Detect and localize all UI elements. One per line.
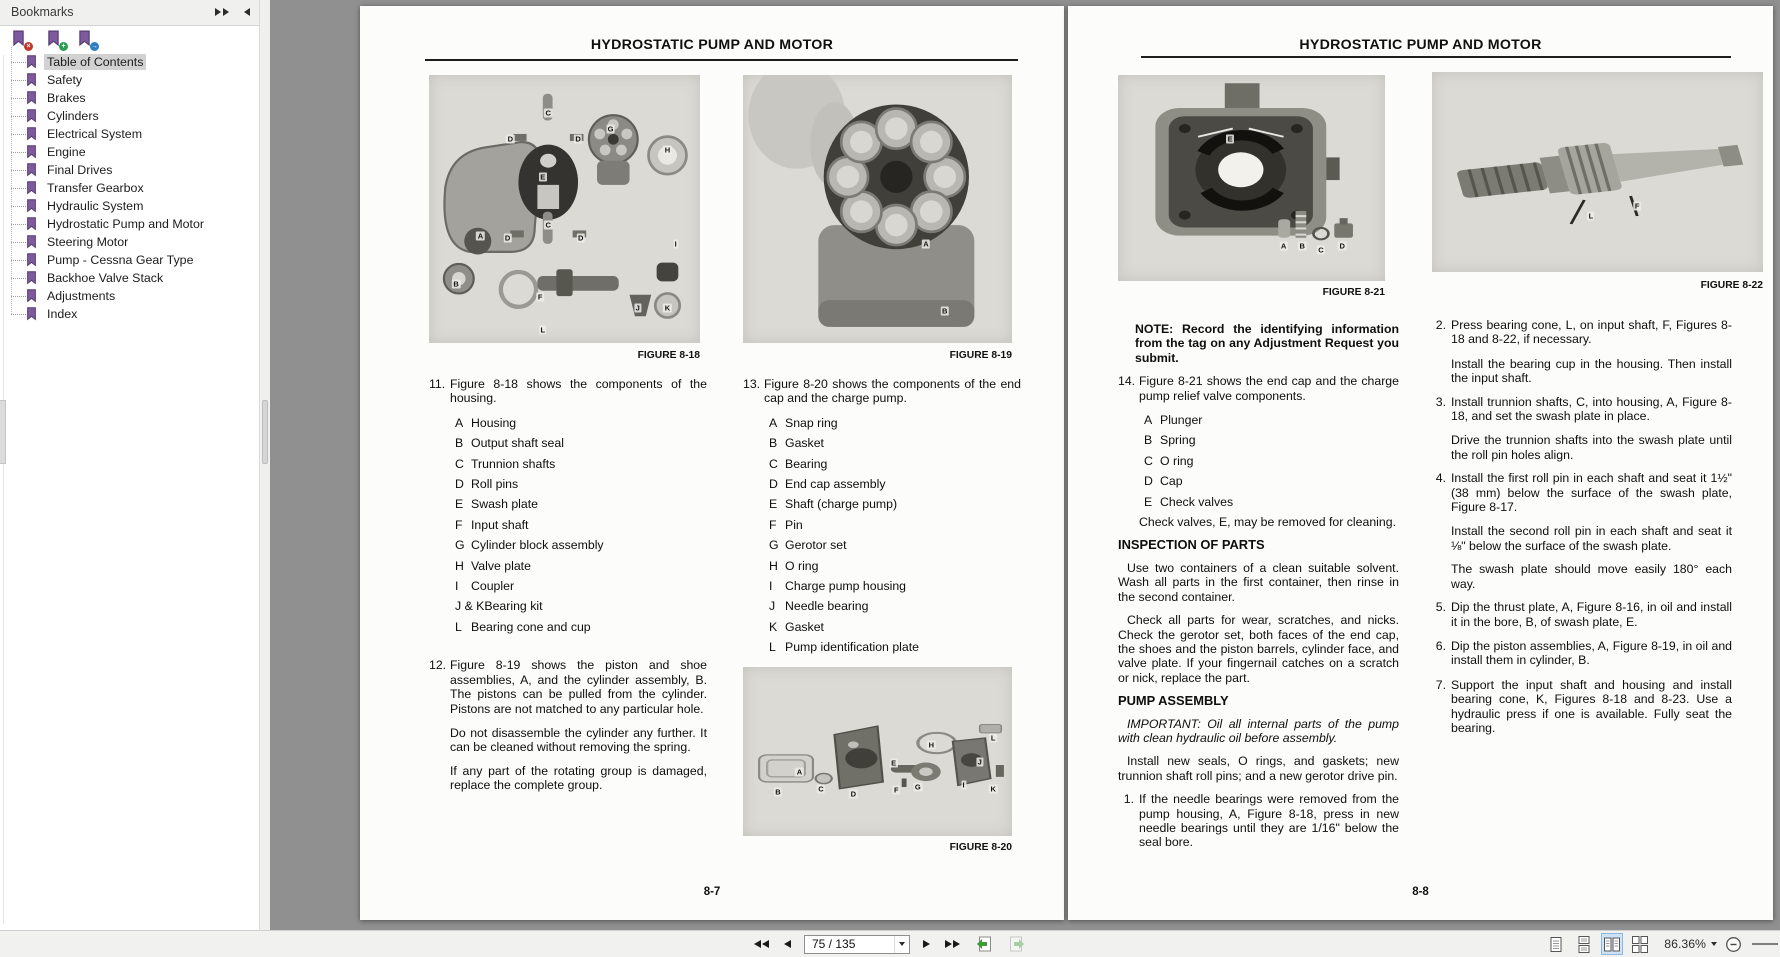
part-row — [1118, 413, 1399, 427]
step-number: 1. — [1123, 792, 1134, 807]
bookmark-flag-icon — [26, 217, 37, 231]
figure-part-label: J — [977, 757, 982, 767]
tree-connector-icon — [11, 80, 26, 81]
sub-text: Check valves, E, may be removed for cleaning. — [1139, 515, 1396, 530]
figure-part-label: A — [1280, 241, 1287, 251]
bookmark-item-label: Brakes — [47, 91, 86, 105]
bottom-toolbar — [0, 930, 1780, 957]
figure-8-19-photo — [743, 75, 1012, 343]
numbered-step — [1430, 678, 1732, 736]
figure-8-18-caption: FIGURE 8-18 — [637, 350, 700, 361]
bookmarks-panel — [0, 0, 259, 930]
part-letter: C — [769, 456, 778, 471]
figure-part-label: E — [891, 758, 897, 768]
bookmark-item-label: Adjustments — [47, 289, 116, 303]
figure-part-label: E — [540, 172, 546, 182]
part-letter: D — [769, 477, 778, 492]
part-letter: L — [455, 619, 462, 634]
bookmark-item[interactable] — [0, 233, 259, 251]
bookmark-item[interactable] — [0, 71, 259, 89]
part-letter: J — [769, 599, 776, 614]
single-page-view-icon[interactable] — [1546, 934, 1566, 954]
part-row — [743, 518, 1021, 532]
header-rule — [1141, 56, 1731, 58]
part-name: Charge pump housing — [785, 579, 906, 594]
tree-connector-icon — [11, 206, 26, 207]
note-text: NOTE: Record the identifying information from the tag on any Adjustment Request you submit. — [1135, 322, 1399, 365]
figure-part-label: A — [923, 239, 929, 249]
bookmarks-toolbar — [0, 27, 259, 53]
parts-list — [429, 416, 707, 634]
left-column — [429, 377, 707, 802]
step-number: 6. — [1435, 638, 1446, 653]
bookmark-item[interactable] — [0, 143, 259, 161]
page-number: 8-7 — [703, 886, 721, 898]
part-letter: F — [455, 517, 463, 532]
sub-text: Drive the trunnion shafts into the swash plate until the roll pin holes align. — [1451, 433, 1732, 462]
part-name: O ring — [785, 558, 819, 573]
tree-connector-icon — [11, 296, 26, 297]
part-row — [743, 457, 1021, 471]
part-letter: E — [455, 497, 464, 512]
part-letter: D — [1144, 474, 1153, 489]
page-8-8 — [1068, 6, 1773, 920]
part-row — [743, 559, 1021, 573]
bookmark-flag-icon — [26, 235, 37, 249]
zoom-level-value: 86.36% — [1664, 937, 1706, 951]
part-name: Output shaft seal — [471, 436, 564, 451]
part-letter: I — [455, 579, 459, 594]
bookmark-flag-icon — [26, 199, 37, 213]
figure-part-label: K — [990, 784, 996, 794]
part-letter: J & K — [455, 599, 485, 614]
zoom-out-button[interactable] — [1725, 936, 1742, 953]
part-letter: G — [455, 538, 465, 553]
figure-8-20-art — [743, 667, 1012, 836]
part-name: Housing — [471, 415, 517, 430]
numbered-step — [429, 658, 707, 716]
tree-connector-icon — [11, 98, 26, 99]
figure-part-label: F — [537, 292, 543, 302]
sub-text: Install the bearing cup in the housing. Then install the input shaft. — [1451, 356, 1732, 386]
part-row — [429, 497, 707, 511]
part-name: Snap ring — [785, 415, 838, 430]
bookmark-item[interactable] — [0, 161, 259, 179]
zoom-slider[interactable] — [1752, 943, 1778, 945]
step-text: Install trunnion shafts, C, into housing, A, Figure 8-18, and set the swash plate in place. — [1451, 394, 1732, 424]
part-row — [743, 416, 1021, 430]
figure-part-label: D — [507, 134, 514, 144]
part-row — [1118, 433, 1399, 447]
bookmark-flag-icon — [26, 127, 37, 141]
bookmark-item[interactable] — [0, 251, 259, 269]
part-name: Shaft (charge pump) — [785, 497, 898, 512]
step-text: Figure 8-18 shows the components of the housing. — [450, 377, 707, 406]
figure-part-label: C — [1318, 245, 1324, 255]
next-view-button[interactable] — [1006, 934, 1028, 954]
bookmark-item[interactable] — [0, 305, 259, 323]
figure-part-label: D — [504, 233, 511, 243]
numbered-step — [1430, 600, 1732, 629]
bookmark-flag-icon — [26, 253, 37, 267]
tree-connector-icon — [11, 152, 26, 153]
step-number: 3. — [1435, 394, 1446, 409]
heading-text: INSPECTION OF PARTS — [1118, 537, 1265, 553]
continuous-view-icon[interactable] — [1574, 934, 1594, 954]
figure-part-label: B — [1299, 241, 1305, 251]
part-name: Plunger — [1160, 413, 1203, 428]
step-text: Figure 8-20 shows the components of the end cap and the charge pump. — [764, 377, 1021, 406]
last-page-button[interactable] — [943, 938, 962, 950]
bookmark-item-label: Steering Motor — [47, 235, 129, 249]
part-row — [743, 477, 1021, 491]
figure-part-label: A — [796, 767, 803, 777]
figure-part-label: G — [607, 124, 614, 134]
part-row — [429, 416, 707, 430]
step-text: Dip the thrust plate, A, Figure 8-16, in oil and install it in the bore, B, of swash plate, E. — [1451, 600, 1732, 629]
bookmark-flag-icon — [26, 91, 37, 105]
numbered-step — [1430, 318, 1732, 347]
previous-view-button[interactable] — [973, 934, 995, 954]
bookmark-item-label: Transfer Gearbox — [47, 181, 144, 195]
figure-part-label: B — [453, 279, 459, 289]
figure-part-label: D — [1339, 241, 1345, 251]
part-row — [743, 620, 1021, 634]
figure-part-label: K — [664, 303, 671, 313]
page-number: 8-8 — [1412, 886, 1429, 898]
part-name: Needle bearing — [785, 599, 869, 614]
numbered-step — [1118, 374, 1399, 403]
part-name: Check valves — [1160, 494, 1234, 509]
figure-part-label: E — [1227, 134, 1233, 144]
page-number-combo[interactable] — [804, 935, 910, 954]
part-letter: H — [769, 558, 778, 573]
page-combo-caret-icon[interactable] — [894, 936, 909, 953]
figure-part-label: H — [928, 740, 935, 750]
part-name: Trunnion shafts — [471, 456, 556, 471]
bookmark-item-label: Table of Contents — [44, 54, 146, 70]
part-name: Spring — [1160, 433, 1196, 448]
page-navigation — [752, 931, 1028, 957]
figure-8-22-caption: FIGURE 8-22 — [1700, 280, 1763, 291]
bookmark-item[interactable] — [0, 197, 259, 215]
numbered-step — [743, 377, 1021, 406]
step-text: If the needle bearings were removed from the pump housing, A, Figure 8-18, press in new needle bearings until they are 1/16" below the seal bore. — [1139, 792, 1399, 850]
bookmark-flag-icon — [26, 73, 37, 87]
continuous-facing-view-icon[interactable] — [1630, 934, 1650, 954]
figure-8-21-caption: FIGURE 8-21 — [1322, 287, 1385, 298]
figure-part-label: C — [545, 220, 551, 230]
bookmark-item-label: Backhoe Valve Stack — [47, 271, 164, 285]
part-row — [429, 477, 707, 491]
numbered-step — [1430, 639, 1732, 668]
step-number: 7. — [1435, 677, 1446, 692]
part-name: Gasket — [785, 436, 824, 451]
part-letter: B — [1144, 433, 1153, 448]
part-name: Valve plate — [471, 558, 531, 573]
zoom-level-dropdown[interactable] — [1658, 937, 1717, 951]
panel-inner-divider — [3, 55, 4, 924]
tree-connector-icon — [11, 260, 26, 261]
zoom-caret-icon — [1711, 942, 1717, 946]
part-row — [743, 599, 1021, 613]
goto-badge: → — [91, 43, 98, 50]
figure-8-21-photo — [1118, 75, 1385, 281]
bookmark-list — [0, 53, 259, 323]
part-letter: L — [769, 640, 776, 655]
step-number: 12. — [429, 658, 447, 673]
step-number: 11. — [429, 377, 446, 391]
figure-part-label: D — [850, 789, 856, 799]
parts-list — [743, 416, 1021, 655]
figure-part-label: G — [914, 782, 921, 792]
page-header: HYDROSTATIC PUMP AND MOTOR — [590, 37, 834, 53]
bookmark-item-label: Hydrostatic Pump and Motor — [47, 217, 205, 231]
part-name: Swash plate — [471, 497, 538, 512]
part-name: O ring — [1160, 453, 1194, 468]
step-text: Press bearing cone, L, on input shaft, F, Figures 8-18 and 8-22, if necessary. — [1451, 318, 1732, 347]
tree-connector-icon — [11, 170, 26, 171]
part-row — [1118, 474, 1399, 488]
part-row — [1118, 495, 1399, 509]
right-column — [1430, 318, 1732, 745]
bookmark-item-label: Electrical System — [47, 127, 143, 141]
figure-part-label: F — [894, 785, 899, 795]
part-letter: G — [769, 538, 779, 553]
numbered-step — [1430, 471, 1732, 514]
step-number: 4. — [1435, 471, 1446, 486]
part-letter: A — [769, 415, 778, 430]
delete-badge: × — [24, 42, 33, 51]
bookmark-item[interactable] — [0, 215, 259, 233]
tree-connector-icon — [11, 116, 26, 117]
part-name: Gasket — [785, 619, 824, 634]
figure-part-label: I — [962, 780, 965, 790]
tree-connector-icon — [11, 314, 26, 315]
first-page-button[interactable] — [752, 938, 771, 950]
page-header: HYDROSTATIC PUMP AND MOTOR — [1299, 37, 1542, 53]
figure-8-22-art — [1432, 72, 1763, 272]
tree-connector-icon — [11, 188, 26, 189]
next-page-button[interactable] — [921, 938, 932, 950]
part-letter: B — [769, 436, 778, 451]
numbered-step — [429, 377, 707, 406]
delete-bookmark-icon[interactable] — [12, 30, 32, 50]
figure-8-22-photo — [1432, 72, 1763, 272]
part-name: Cylinder block assembly — [471, 538, 604, 553]
bookmark-item[interactable] — [0, 179, 259, 197]
bookmark-item-label: Hydraulic System — [47, 199, 144, 213]
tree-connector-icon — [11, 278, 26, 279]
part-row — [429, 579, 707, 593]
part-name: Bearing kit — [484, 599, 543, 614]
bookmark-item-label: Final Drives — [47, 163, 113, 177]
para-text: Install new seals, O rings, and gaskets; new trunnion shaft roll pins; and a new gerotor drive pin. — [1118, 754, 1399, 783]
tree-connector-icon — [11, 134, 26, 135]
right-column — [743, 377, 1021, 661]
bookmark-item[interactable] — [0, 89, 259, 107]
bookmark-item[interactable] — [0, 269, 259, 287]
part-row — [743, 538, 1021, 552]
sub-text: Install the second roll pin in each shaft and seat it ⅛" below the surface of the swash plate. — [1451, 524, 1732, 553]
bookmark-item[interactable] — [0, 125, 259, 143]
part-row — [743, 497, 1021, 511]
part-letter: C — [1144, 453, 1153, 468]
page-8-7 — [360, 6, 1064, 920]
goto-bookmark-icon[interactable] — [78, 30, 98, 50]
figure-part-label: C — [818, 784, 824, 794]
step-text: Support the input shaft and housing and install bearing cone, K, Figures 8-18 and 8-23. Use a hydraulic press if one is available. Fully seat the bearing. — [1451, 677, 1732, 735]
bookmark-item-label: Pump - Cessna Gear Type — [47, 253, 194, 267]
part-row — [429, 620, 707, 634]
figure-part-label: L — [540, 325, 546, 335]
left-column — [1118, 322, 1399, 860]
part-row — [429, 436, 707, 450]
step-number: 13. — [743, 377, 761, 391]
bookmark-item-label: Safety — [47, 73, 83, 87]
figure-8-18-photo — [429, 75, 700, 343]
expand-options-icon[interactable] — [215, 8, 229, 16]
view-and-zoom-controls — [1546, 931, 1778, 957]
part-row — [743, 579, 1021, 593]
bookmark-item-label: Index — [47, 307, 78, 321]
part-row — [429, 559, 707, 573]
part-name: Gerotor set — [785, 538, 847, 553]
parts-list — [1118, 413, 1399, 509]
step-number: 5. — [1435, 600, 1446, 615]
figure-part-label: A — [477, 231, 484, 241]
bookmark-item[interactable] — [0, 107, 259, 125]
previous-page-button[interactable] — [782, 938, 793, 950]
part-name: Cap — [1160, 474, 1183, 489]
numbered-step — [1430, 395, 1732, 424]
step-text: Figure 8-19 shows the piston and shoe assemblies, A, and the cylinder assembly, B. The pistons can be pulled from the cylinder. Pistons are not matched to any particular hole. — [450, 658, 707, 716]
sub-text: If any part of the rotating group is damaged, replace the complete group. — [450, 763, 707, 793]
figure-part-label: C — [545, 108, 551, 118]
bookmark-flag-icon — [26, 271, 37, 285]
bookmark-flag-icon — [26, 109, 37, 123]
figure-8-19-caption: FIGURE 8-19 — [949, 350, 1012, 361]
bookmark-flag-icon — [26, 145, 37, 159]
add-badge: + — [59, 42, 68, 51]
step-number: 14. — [1118, 374, 1136, 389]
figure-8-20-caption: FIGURE 8-20 — [949, 842, 1012, 853]
add-bookmark-icon[interactable] — [47, 30, 67, 50]
sub-text: Do not disassemble the cylinder any further. It can be cleaned without removing the spring. — [450, 725, 707, 755]
figure-part-label: L — [1588, 211, 1594, 221]
numbered-step — [1118, 792, 1399, 850]
figure-part-label: B — [942, 306, 948, 316]
part-letter: D — [455, 477, 464, 492]
facing-view-icon[interactable] — [1602, 934, 1622, 954]
part-letter: B — [455, 436, 464, 451]
figure-8-20-photo — [743, 667, 1012, 836]
part-name: Bearing cone and cup — [471, 619, 591, 634]
figure-part-label: D — [575, 134, 581, 144]
bookmark-item-label: Cylinders — [47, 109, 99, 123]
collapse-panel-icon[interactable] — [244, 8, 250, 16]
figure-part-label: L — [990, 733, 996, 743]
part-letter: E — [1144, 494, 1153, 509]
part-letter: E — [769, 497, 778, 512]
step-number: 2. — [1435, 318, 1446, 332]
part-letter: K — [769, 619, 778, 634]
para-text: Use two containers of a clean suitable solvent. Wash all parts in the first container, then rinse in the second container. — [1118, 560, 1399, 604]
part-row — [429, 518, 707, 532]
part-letter: F — [769, 517, 777, 532]
part-row — [743, 640, 1021, 654]
bookmark-item[interactable] — [0, 287, 259, 305]
part-letter: C — [455, 456, 464, 471]
figure-part-label: I — [674, 239, 677, 249]
para-text: Check all parts for wear, scratches, and nicks. Check the gerotor set, both faces of the end cap, the shoes and the piston barrels, cylinder face, and valve plate. If your fingernail catches on a scratch or nick, replace the part. — [1118, 613, 1399, 685]
bookmark-flag-icon — [26, 289, 37, 303]
left-edge-splitter[interactable] — [0, 400, 6, 464]
figure-part-label: F — [1634, 201, 1640, 211]
tree-connector-icon — [11, 62, 26, 63]
bookmark-item-label: Engine — [47, 145, 86, 159]
figure-part-label: H — [664, 145, 671, 155]
page-number-input[interactable] — [805, 936, 894, 953]
part-letter: H — [455, 558, 464, 573]
bookmark-flag-icon — [26, 181, 37, 195]
part-row — [1118, 454, 1399, 468]
part-row — [429, 599, 707, 613]
heading-text: PUMP ASSEMBLY — [1118, 693, 1229, 709]
part-row — [743, 436, 1021, 450]
figure-8-19-art — [743, 75, 1012, 343]
part-row — [429, 457, 707, 471]
part-name: Roll pins — [471, 477, 519, 492]
part-name: Pin — [785, 517, 803, 532]
header-rule — [425, 59, 1018, 61]
figure-part-label: J — [635, 303, 640, 313]
part-name: Coupler — [471, 579, 515, 594]
document-canvas[interactable] — [270, 0, 1780, 930]
part-letter: A — [455, 415, 464, 430]
tree-connector-icon — [11, 242, 26, 243]
figure-8-18-art — [429, 75, 700, 343]
part-name: Pump identification plate — [785, 640, 919, 655]
step-text: Install the first roll pin in each shaft and seat it 1½" (38 mm) below the surface of the swash plate, Figure 8-17. — [1451, 471, 1732, 515]
part-name: Bearing — [785, 456, 828, 471]
part-row — [429, 538, 707, 552]
bookmark-flag-icon — [26, 307, 37, 321]
figure-part-label: D — [578, 233, 584, 243]
tree-connector-icon — [11, 224, 26, 225]
panel-splitter-gutter — [259, 0, 270, 930]
bookmarks-panel-title: Bookmarks — [11, 5, 74, 19]
step-text: Dip the piston assemblies, A, Figure 8-19, in oil and install them in cylinder, B. — [1451, 638, 1732, 668]
part-name: End cap assembly — [785, 477, 886, 492]
bookmark-item[interactable] — [0, 53, 259, 71]
figure-part-label: B — [775, 787, 781, 797]
panel-splitter-handle[interactable] — [262, 400, 268, 464]
bookmark-flag-icon — [26, 163, 37, 177]
step-text: Figure 8-21 shows the end cap and the charge pump relief valve components. — [1139, 374, 1399, 403]
part-letter: I — [769, 579, 773, 594]
sub-text: The swash plate should move easily 180° each way. — [1451, 562, 1732, 591]
important-text: IMPORTANT: Oil all internal parts of the pump with clean hydraulic oil before assembly. — [1118, 716, 1399, 745]
part-letter: A — [1144, 413, 1153, 428]
bookmarks-panel-header — [0, 0, 259, 26]
bookmark-flag-icon — [26, 55, 37, 69]
part-name: Input shaft — [471, 517, 529, 532]
